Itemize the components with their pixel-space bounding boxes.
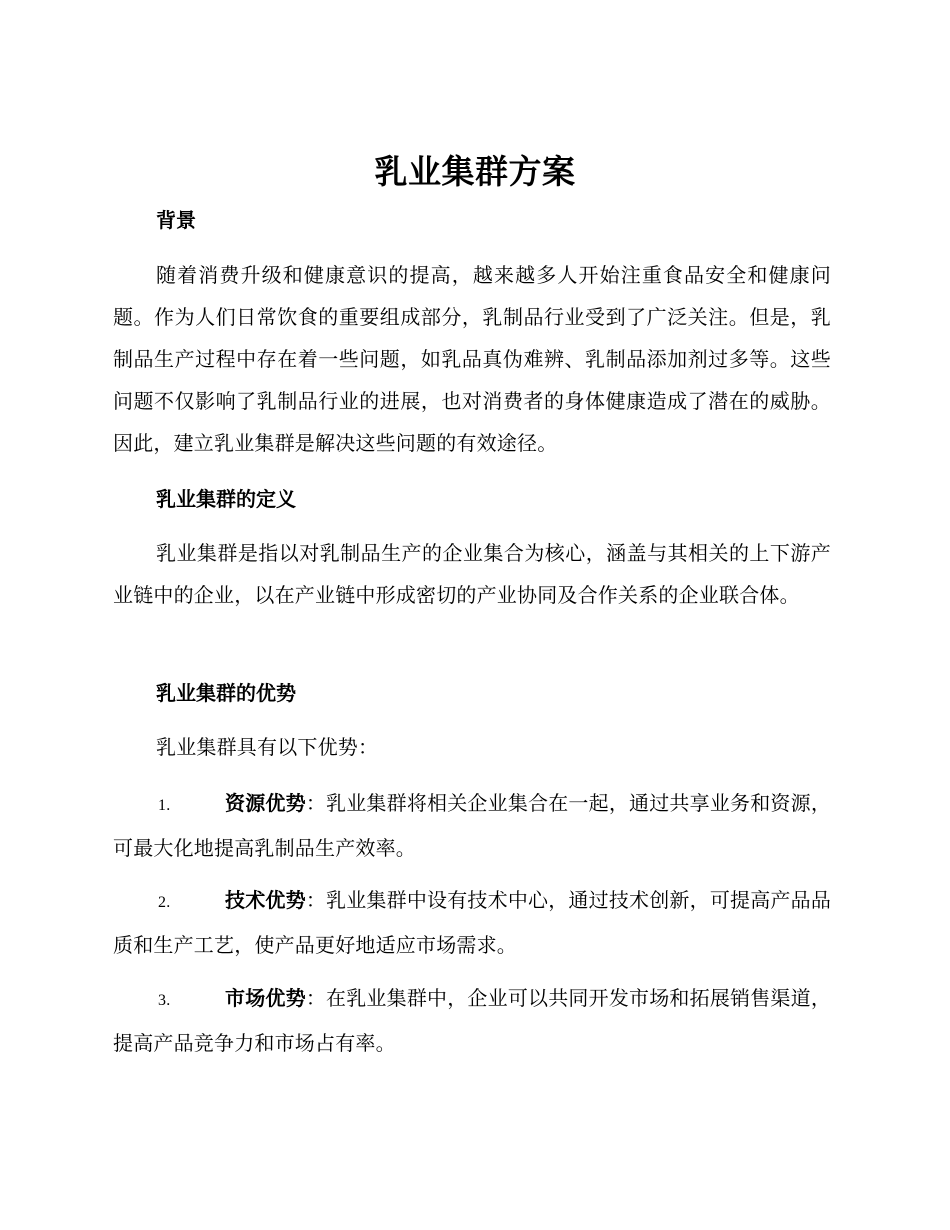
list-separator: ： <box>305 888 327 912</box>
list-text: 乳业集群将相关企业集合在一起，通过共享业务和资源，可最大化地提高乳制品生产效率。 <box>113 791 832 860</box>
list-number: 3. <box>158 992 171 1009</box>
list-number: 2. <box>158 894 171 911</box>
list-text: 乳业集群中设有技术中心，通过技术创新，可提高产品品质和生产工艺，使产品更好地适应市场需求。 <box>113 888 832 957</box>
list-separator: ： <box>305 791 327 815</box>
list-item-resource-advantage <box>113 782 831 869</box>
list-separator: ： <box>305 986 327 1010</box>
list-term: 市场优势 <box>225 986 306 1010</box>
list-text: 在乳业集群中，企业可以共同开发市场和拓展销售渠道，提高产品竞争力和市场占有率。 <box>113 986 832 1055</box>
list-term: 资源优势 <box>225 791 306 815</box>
section-heading-advantages: 乳业集群的优势 <box>156 681 296 705</box>
section-heading-definition: 乳业集群的定义 <box>156 487 296 511</box>
list-item-market-advantage <box>113 977 831 1064</box>
list-term: 技术优势 <box>225 888 306 912</box>
list-number: 1. <box>158 797 171 814</box>
document-title: 乳业集群方案 <box>374 152 576 191</box>
section-paragraph-advantages-intro: 乳业集群具有以下优势： <box>156 735 379 759</box>
section-paragraph-definition: 乳业集群是指以对乳制品生产的企业集合为核心，涵盖与其相关的上下游产业链中的企业，以在产业链中形成密切的产业协同及合作关系的企业联合体。 <box>113 541 831 607</box>
section-paragraph-background: 随着消费升级和健康意识的提高，越来越多人开始注重食品安全和健康问题。作为人们日常饮食的重要组成部分，乳制品行业受到了广泛关注。但是，乳制品生产过程中存在着一些问题，如乳品真伪难辨、乳制品添加剂过多等。这些问题不仅影响了乳制品行业的进展，也对消费者的身体健康造成了潜在的威胁。因此，建立乳业集群是解决这些问题的有效途径。 <box>113 263 831 455</box>
section-heading-background: 背景 <box>156 208 196 232</box>
list-item-technology-advantage <box>113 879 831 966</box>
